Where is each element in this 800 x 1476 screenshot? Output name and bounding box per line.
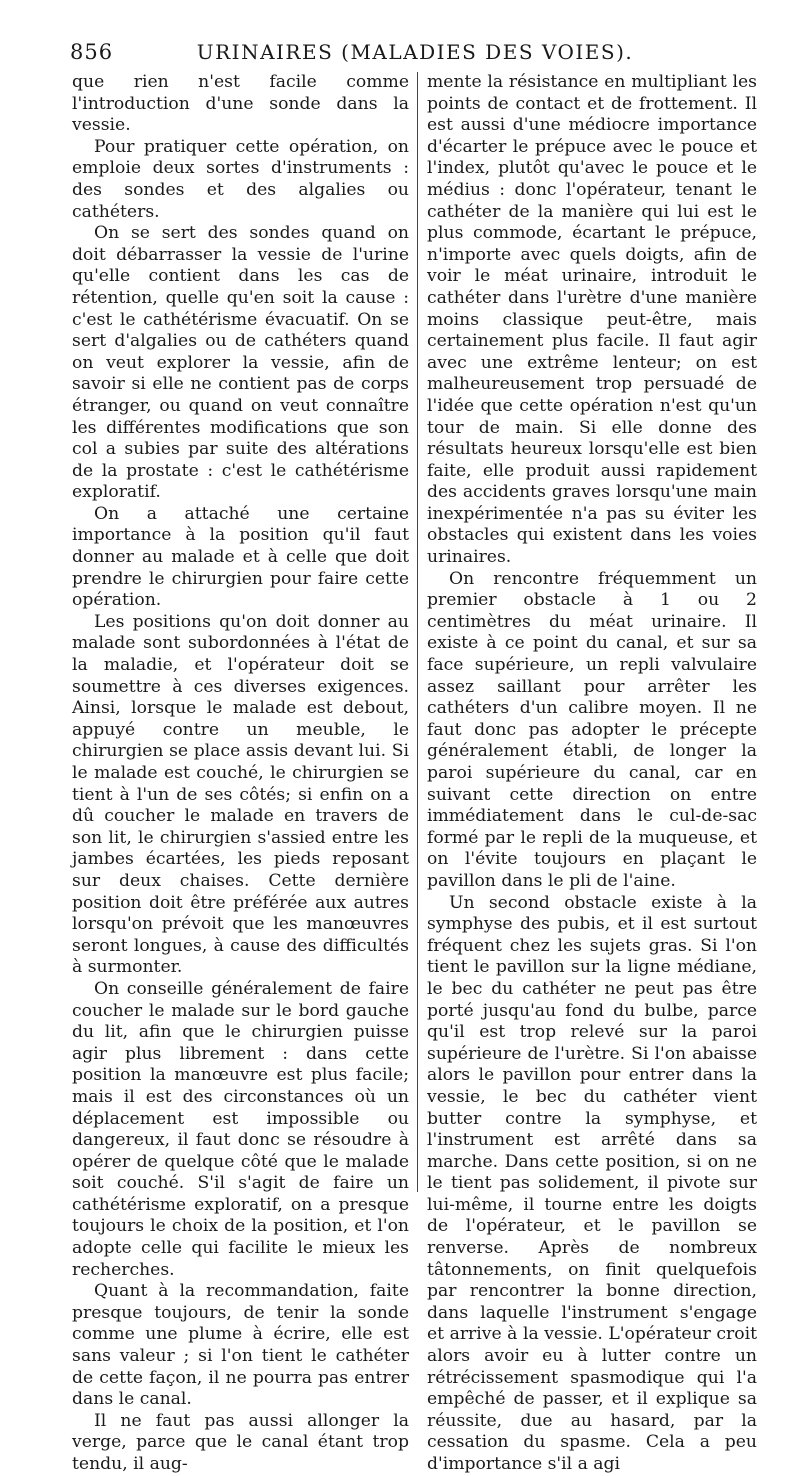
paragraph: que rien n'est facile comme l'introduction d'une sonde dans la vessie. xyxy=(72,72,409,136)
running-title: URINAIRES (MALADIES DES VOIES). xyxy=(196,40,634,64)
left-column xyxy=(72,72,409,1476)
paragraph: Il ne faut pas aussi allonger la verge, parce que le canal étant trop tendu, il aug- xyxy=(72,1410,409,1474)
page-number: 856 xyxy=(70,40,114,64)
paragraph: On a attaché une certaine importance à la position qu'il faut donner au malade et à celle que doit prendre le chirurgien pour faire cette opération. xyxy=(72,503,409,611)
page-header xyxy=(70,40,760,70)
paragraph: Les positions qu'on doit donner au malade sont subordonnées à l'état de la maladie, et l'opérateur doit se soumettre à ces diverses exigences. Ainsi, lorsque le malade est debout, appuyé contre un meuble, le chirurgien se place assis devant lui. Si le malade est couché, le chirurgien se tient à l'un de ses côtés; si enfin on a dû coucher le malade en travers de son lit, le chirurgien s'assied entre les jambes écartées, les pieds reposant sur deux chaises. Cette dernière position doit être préférée aux autres lorsqu'on prévoit que les manœuvres seront longues, à cause des difficultés à surmonter. xyxy=(72,611,409,978)
right-column xyxy=(427,72,757,1476)
paragraph: Pour pratiquer cette opération, on emploie deux sortes d'instruments : des sondes et des algalies ou cathéters. xyxy=(72,136,409,222)
paragraph: On se sert des sondes quand on doit débarrasser la vessie de l'urine qu'elle contient dans les cas de rétention, quelle qu'en soit la cause : c'est le cathétérisme évacuatif. On se sert d'algalies ou de cathéters quand on veut explorer la vessie, afin de savoir si elle ne contient pas de corps étranger, ou quand on veut connaître les différentes modifications que son col a subies par suite des altérations de la prostate : c'est le cathétérisme exploratif. xyxy=(72,223,409,503)
paragraph: On rencontre fréquemment un premier obstacle à 1 ou 2 centimètres du méat urinaire. Il existe à ce point du canal, et sur sa face supérieure, un repli valvulaire assez saillant pour arrêter les cathéters d'un calibre moyen. Il ne faut donc pas adopter le précepte généralement établi, de longer la paroi supérieure du canal, car en suivant cette direction on entre immédiatement dans le cul-de-sac formé par le repli de la muqueuse, et on l'évite toujours en plaçant le pavillon dans le pli de l'aine. xyxy=(427,568,757,891)
paragraph: Quant à la recommandation, faite presque toujours, de tenir la sonde comme une plume à écrire, elle est sans valeur ; si l'on tient le cathéter de cette façon, il ne pourra pas entrer dans le canal. xyxy=(72,1281,409,1410)
column-divider xyxy=(417,72,418,1192)
paragraph: On conseille généralement de faire coucher le malade sur le bord gauche du lit, afin que le chirurgien puisse agir plus librement : dans cette position la manœuvre est plus facile; mais il est des circonstances où un déplacement est impossible ou dangereux, il faut donc se résoudre à opérer de quelque côté que le malade soit couché. S'il s'agit de faire un cathétérisme exploratif, on a presque toujours le choix de la position, et l'on adopte celle qui facilite le mieux les recherches. xyxy=(72,978,409,1280)
paragraph: mente la résistance en multipliant les points de contact et de frottement. Il est aussi d'une médiocre importance d'écarter le prépuce avec le pouce et l'index, plutôt qu'avec le pouce et le médius : donc l'opérateur, tenant le cathéter de la manière qui lui est le plus commode, écartant le prépuce, n'importe avec quels doigts, afin de voir le méat urinaire, introduit le cathéter dans l'urètre d'une manière moins classique peut-être, mais certainement plus facile. Il faut agir avec une extrême lenteur; on est malheureusement trop persuadé de l'idée que cette opération n'est qu'un tour de main. Si elle donne des résultats heureux lorsqu'elle est bien faite, elle produit aussi rapidement des accidents graves lorsqu'une main inexpérimentée n'a pas su éviter les obstacles qui existent dans les voies urinaires. xyxy=(427,72,757,568)
paragraph: Un second obstacle existe à la symphyse des pubis, et il est surtout fréquent chez les sujets gras. Si l'on tient le pavillon sur la ligne médiane, le bec du cathéter ne peut pas être porté jusqu'au fond du bulbe, parce qu'il est trop relevé sur la paroi supérieure de l'urètre. Si l'on abaisse alors le pavillon pour entrer dans la vessie, le bec du cathéter vient butter contre la symphyse, et l'instrument est arrêté dans sa marche. Dans cette position, si on ne le tient pas solidement, il pivote sur lui-même, il tourne entre les doigts de l'opérateur, et le pavillon se renverse. Après de nombreux tâtonnements, on finit quelquefois par rencontrer la bonne direction, dans laquelle l'instrument s'engage et arrive à la vessie. L'opérateur croit alors avoir eu à lutter contre un rétrécissement spasmodique qui l'a empêché de passer, et il explique sa réussite, due au hasard, par la cessation du spasme. Cela a peu d'importance s'il a agi xyxy=(427,892,757,1474)
